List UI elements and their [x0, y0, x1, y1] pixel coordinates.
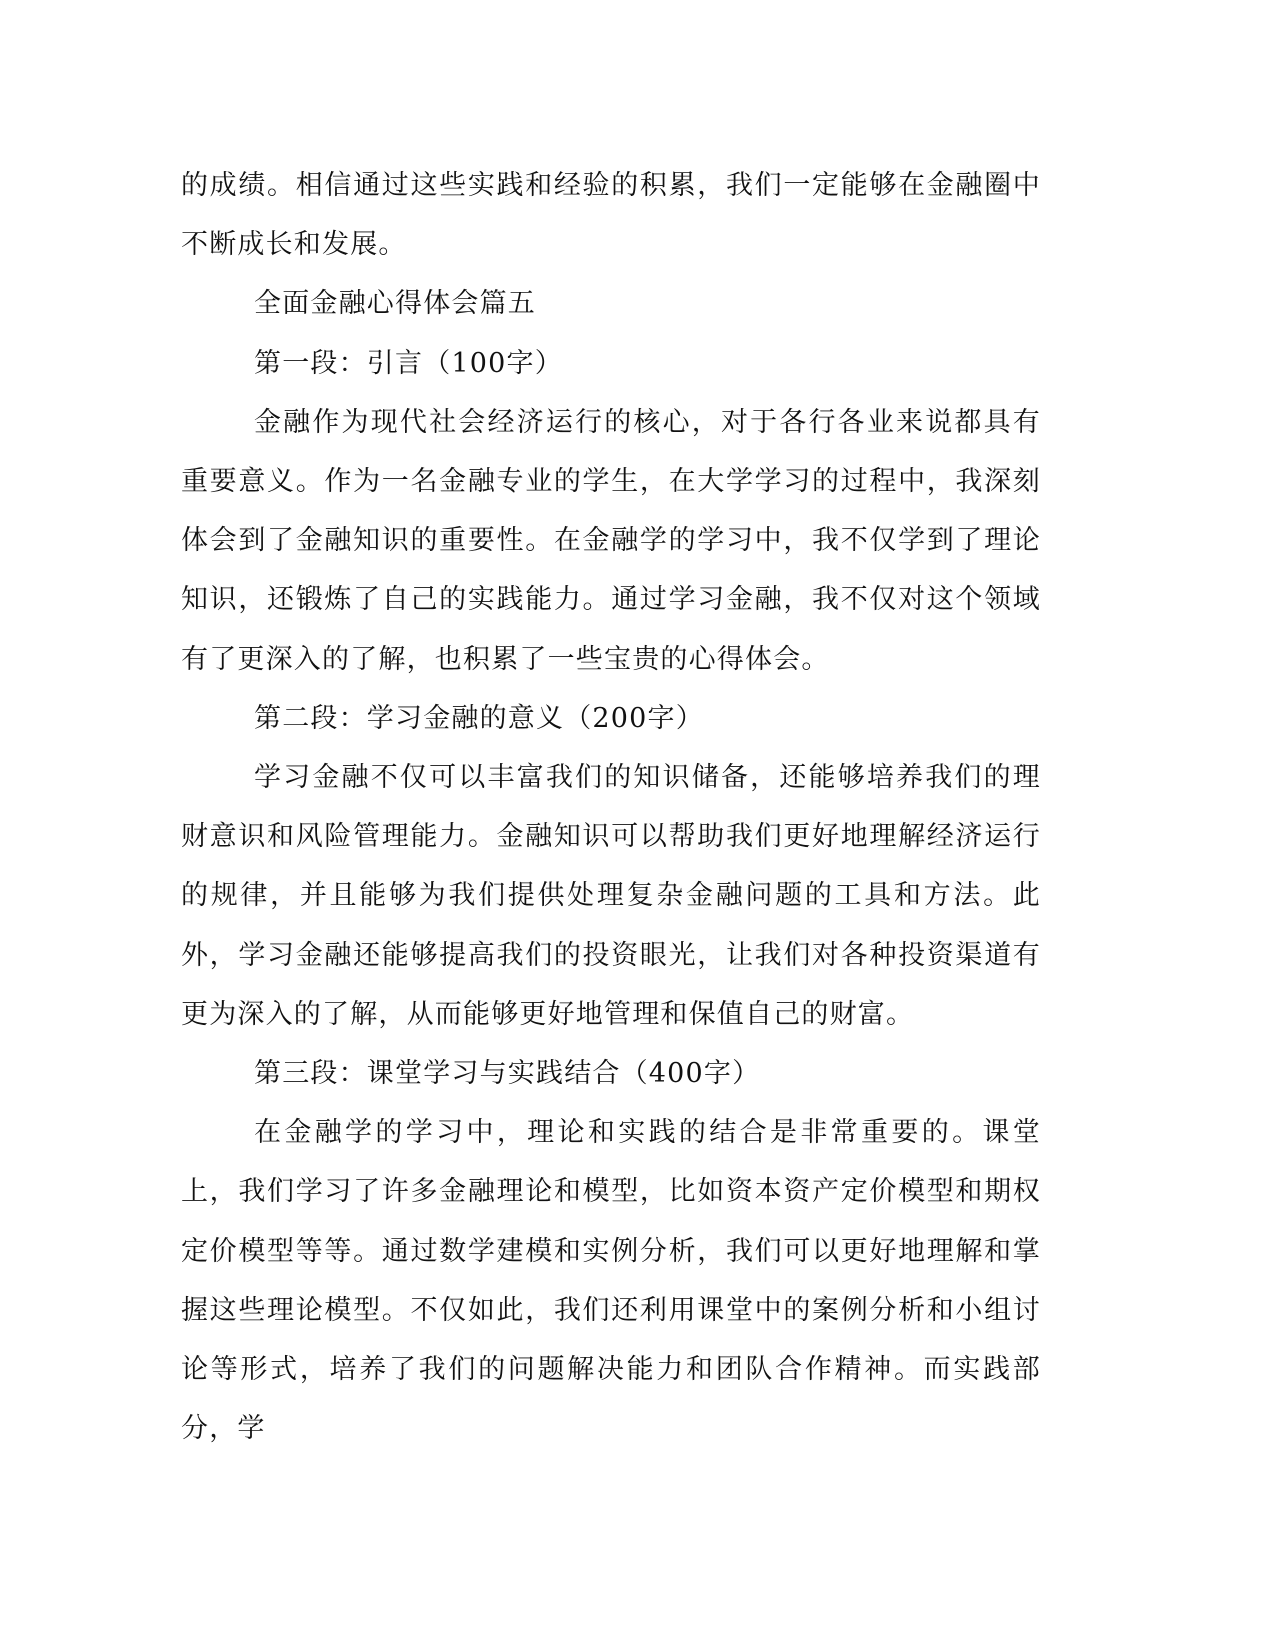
paragraph-significance: 学习金融不仅可以丰富我们的知识储备，还能够培养我们的理财意识和风险管理能力。金融知识可以帮助我们更好地理解经济运行的规律，并且能够为我们提供处理复杂金融问题的工具和方法。此外，学习金融还能够提高我们的投资眼光，让我们对各种投资渠道有更为深入的了解，从而能够更好地管理和保值自己的财富。 [181, 762, 1041, 1030]
heading-significance: 第二段：学习金融的意义（200字） [254, 702, 704, 734]
document-body [181, 156, 1041, 1458]
paragraph-introduction: 金融作为现代社会经济运行的核心，对于各行各业来说都具有重要意义。作为一名金融专业的学生，在大学学习的过程中，我深刻体会到了金融知识的重要性。在金融学的学习中，我不仅学到了理论知识，还锻炼了自己的实践能力。通过学习金融，我不仅对这个领域有了更深入的了解，也积累了一些宝贵的心得体会。 [181, 406, 1041, 675]
heading-introduction: 第一段：引言（100字） [254, 347, 563, 379]
continued-paragraph: 的成绩。相信通过这些实践和经验的积累，我们一定能够在金融圈中不断成长和发展。 [181, 170, 1041, 261]
heading-classroom-practice: 第三段：课堂学习与实践结合（400字） [254, 1058, 761, 1090]
section-title: 全面金融心得体会篇五 [254, 288, 536, 320]
paragraph-classroom-practice: 在金融学的学习中，理论和实践的结合是非常重要的。课堂上，我们学习了许多金融理论和模型，比如资本资产定价模型和期权定价模型等等。通过数学建模和实例分析，我们可以更好地理解和掌握这些理论模型。不仅如此，我们还利用课堂中的案例分析和小组讨论等形式，培养了我们的问题解决能力和团队合作精神。而实践部分，学 [181, 1117, 1041, 1445]
